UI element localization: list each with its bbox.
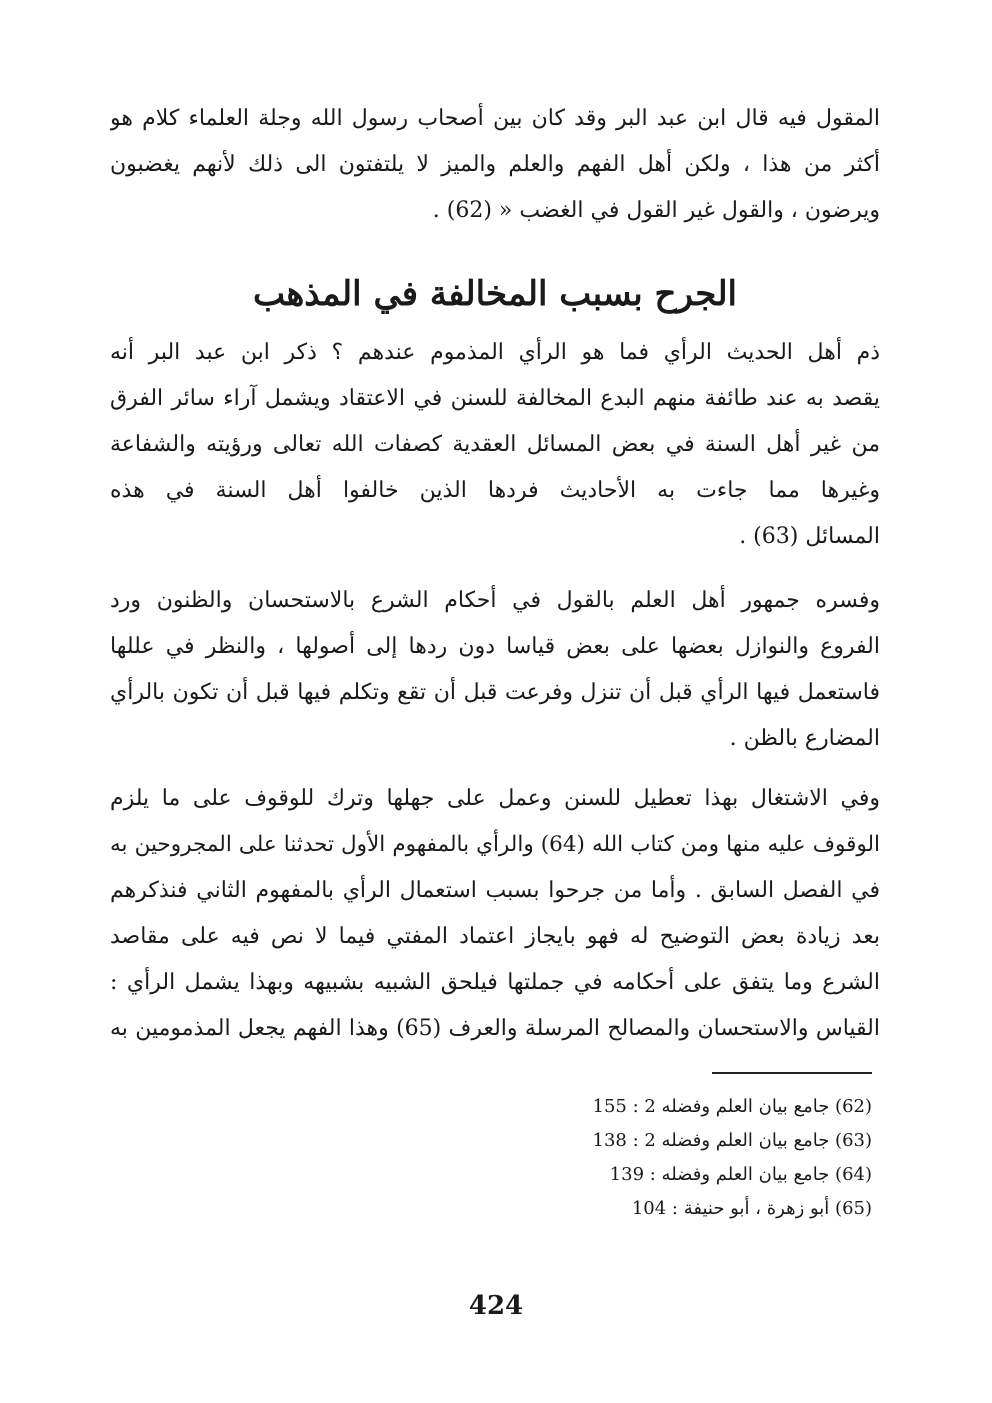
footnotes [480, 1090, 872, 1226]
text-line: ذم أهل الحديث الرأي فما هو الرأي المذموم عندهم ؟ ذكر ابن عبد البر أنه [110, 340, 880, 365]
text-line: الفروع والنوازل بعضها على بعض قياسا دون ردها إلى أصولها ، والنظر في عللها [110, 634, 880, 659]
footnote-63: (63) جامع بيان العلم وفضله 2 : 138 [592, 1130, 872, 1151]
text-line: وفسره جمهور أهل العلم بالقول في أحكام الشرع بالاستحسان والظنون ورد [110, 588, 880, 613]
paragraph-3 [110, 776, 880, 1052]
text-line: من غير أهل السنة في بعض المسائل العقدية كصفات الله تعالى ورؤيته والشفاعة [110, 432, 880, 457]
text-line: فاستعمل فيها الرأي قبل أن تنزل وفرعت قبل أن تقع وتكلم فيها قبل أن تكون بالرأي [110, 680, 880, 705]
text-line: وغيرها مما جاءت به الأحاديث فردها الذين خالفوا أهل السنة في هذه [110, 478, 880, 503]
text-line: ويرضون ، والقول غير القول في الغضب « (62) . [432, 198, 880, 223]
footnote-62: (62) جامع بيان العلم وفضله 2 : 155 [592, 1096, 872, 1117]
footnote-separator [712, 1072, 872, 1074]
text-line: في الفصل السابق . وأما من جرحوا بسبب استعمال الرأي بالمفهوم الثاني فنذكرهم [110, 878, 880, 903]
section-heading: الجرح بسبب المخالفة في المذهب [252, 274, 738, 314]
page-number: 424 [468, 1291, 524, 1321]
intro-paragraph [110, 96, 880, 234]
paragraph-1 [110, 330, 880, 560]
text-line: المسائل (63) . [739, 524, 880, 549]
text-line: بعد زيادة بعض التوضيح له فهو بايجاز اعتماد المفتي فيما لا نص فيه على مقاصد [110, 924, 880, 949]
text-line: أكثر من هذا ، ولكن أهل الفهم والعلم والميز لا يلتفتون الى ذلك لأنهم يغضبون [110, 152, 880, 177]
text-line: المضارع بالظن . [729, 726, 880, 751]
text-line: القياس والاستحسان والمصالح المرسلة والعرف (65) وهذا الفهم يجعل المذمومين به [110, 1016, 880, 1041]
footnote-64: (64) جامع بيان العلم وفضله : 139 [609, 1164, 872, 1185]
text-line: وفي الاشتغال بهذا تعطيل للسنن وعمل على جهلها وترك للوقوف على ما يلزم [110, 786, 880, 811]
text-line: المقول فيه قال ابن عبد البر وقد كان بين أصحاب رسول الله وجلة العلماء كلام هو [110, 106, 880, 131]
text-line: الوقوف عليه منها ومن كتاب الله (64) والرأي بالمفهوم الأول تحدثنا على المجروحين به [110, 832, 880, 857]
footnote-65: (65) أبو زهرة ، أبو حنيفة : 104 [631, 1198, 872, 1219]
paragraph-2 [110, 578, 880, 762]
text-line: الشرع وما يتفق على أحكامه في جملتها فيلحق الشبيه بشبيهه وبهذا يشمل الرأي : [110, 970, 880, 995]
text-line: يقصد به عند طائفة منهم البدع المخالفة للسنن في الاعتقاد ويشمل آراء سائر الفرق [110, 386, 880, 411]
